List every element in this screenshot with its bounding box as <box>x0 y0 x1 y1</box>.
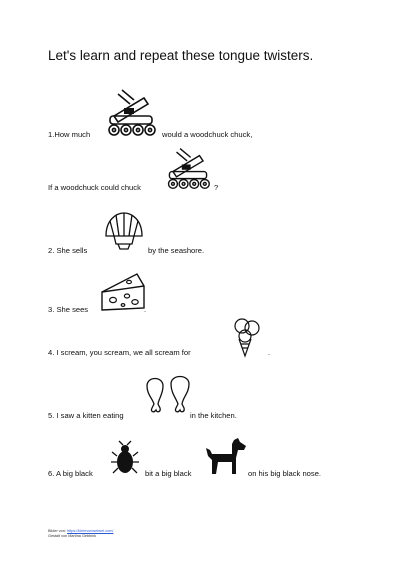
line4-text-end: . <box>268 348 271 357</box>
line6-text-end: on his big black nose. <box>248 469 322 478</box>
line6-text-start: 6. A big black <box>48 469 93 478</box>
line1b-text-end: ? <box>214 183 219 192</box>
credit-line-2: Gestalt von Martina Gebbink <box>48 534 97 538</box>
line1-text-start: 1.How much <box>48 130 91 139</box>
line3-text-end: . <box>144 305 147 314</box>
line4-text-start: 4. I scream, you scream, we all scream for <box>48 348 191 357</box>
line1b-text-start: If a woodchuck could chuck <box>48 183 141 192</box>
line2-text-start: 2. She sells <box>48 246 88 255</box>
line2-text-end: by the seashore. <box>148 246 205 255</box>
credit-link[interactable]: https://kleinvonwebsel.com/ <box>67 529 114 533</box>
line5-text-start: 5. I saw a kitten eating <box>48 411 124 420</box>
cheese-icon <box>99 270 147 314</box>
line1-text-end: would a woodchuck chuck, <box>162 130 253 139</box>
line5-text-end: in the kitchen. <box>190 411 237 420</box>
bug-icon <box>110 440 140 476</box>
dog-icon <box>204 436 248 478</box>
ice-cream-icon <box>230 316 264 358</box>
worksheet-title: Let's learn and repeat these tongue twisters. <box>48 48 314 63</box>
woodchuck-log-icon <box>104 86 158 138</box>
woodchuck-log-icon <box>164 145 212 191</box>
chicken-legs-icon <box>143 374 191 418</box>
seashell-icon <box>102 210 146 252</box>
image-credits <box>48 529 113 539</box>
credit-prefix: Bilder von: <box>48 529 66 533</box>
line3-text-start: 3. She sees <box>48 305 89 314</box>
line6-text-middle: bit a big black <box>145 469 192 478</box>
